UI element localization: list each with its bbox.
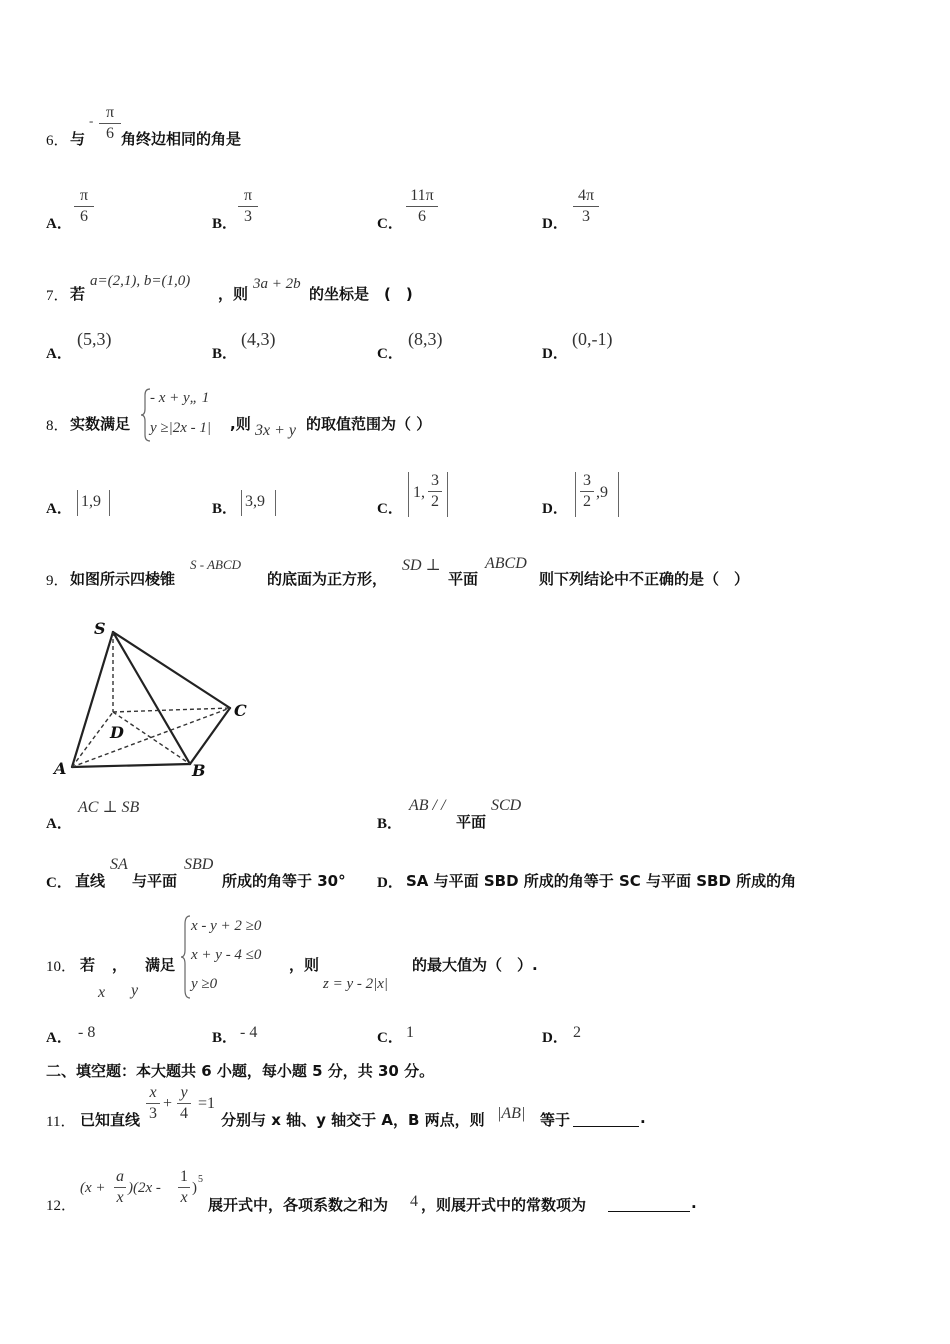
q7-text: 的坐标是 ( ) bbox=[309, 285, 413, 303]
q9-option-c-math-1: SA bbox=[110, 856, 128, 873]
q11-text: 分别与 x 轴、y 轴交于 A，B 两点，则 bbox=[221, 1111, 485, 1129]
q10-text: 的最大值为（ ）. bbox=[412, 956, 538, 974]
q10-option-a-label: A． bbox=[46, 1030, 72, 1046]
q12-factor-2-close: ) bbox=[192, 1180, 197, 1196]
q10-then: ，则 bbox=[289, 956, 320, 974]
q7-option-b-value: (4,3) bbox=[241, 329, 276, 349]
q7-option-a-label: A． bbox=[46, 346, 72, 362]
vertex-label-d: D bbox=[110, 723, 124, 742]
vertex-label-s: S bbox=[94, 619, 106, 638]
q9-option-c-text-1: 直线 bbox=[75, 872, 106, 890]
q6-option-c-value: 11π 6 bbox=[406, 187, 438, 226]
q10-option-b-value: - 4 bbox=[240, 1024, 258, 1041]
edge-ab bbox=[72, 764, 190, 767]
q6-prefix: 与 bbox=[70, 130, 86, 148]
q8-option-a-value: 1,9 bbox=[81, 493, 101, 510]
q10-option-c-value: 1 bbox=[406, 1024, 414, 1041]
q9-option-c-text-3: 所成的角等于 30° bbox=[222, 872, 346, 890]
q7-option-c-value: (8,3) bbox=[408, 329, 443, 349]
q8-text: 的取值范围为（ ） bbox=[306, 415, 432, 433]
q9-text-1: 的底面为正方形， bbox=[267, 570, 388, 588]
q8-option-c-label: C． bbox=[377, 501, 403, 517]
q7-option-d-value: (0,-1) bbox=[572, 329, 613, 349]
q8-expression: 3x + y bbox=[255, 422, 296, 439]
q9-perpendicular: SD ⊥ bbox=[402, 557, 441, 574]
edge-sb bbox=[113, 632, 190, 764]
q11-plus: + bbox=[163, 1095, 173, 1112]
q11-period: . bbox=[640, 1109, 646, 1127]
q11-fraction-x: x 3 bbox=[146, 1084, 160, 1123]
q6-option-a-value: π 6 bbox=[74, 187, 94, 226]
q6-minus: - bbox=[89, 113, 94, 128]
q10-prefix: 若 bbox=[80, 956, 96, 974]
q12-exponent: 5 bbox=[198, 1174, 203, 1185]
q7-prefix: 若 bbox=[70, 285, 86, 303]
q9-option-d-text: SA 与平面 SBD 所成的角等于 SC 与平面 SBD 所成的角 bbox=[406, 872, 797, 890]
q9-pyramid-figure bbox=[50, 612, 260, 784]
q9-option-b-math: AB / / bbox=[409, 797, 446, 814]
q9-option-b-label: B． bbox=[377, 816, 403, 832]
q9-option-a-label: A． bbox=[46, 816, 72, 832]
q7-then: ，则 bbox=[218, 285, 249, 303]
q8-prefix: 实数满足 bbox=[70, 415, 131, 433]
q10-option-d-label: D． bbox=[542, 1030, 568, 1046]
q8-condition-2: y ≥|2x - 1| bbox=[150, 420, 212, 436]
q7-option-a-value: (5,3) bbox=[77, 329, 112, 349]
q10-var-y: y bbox=[131, 982, 139, 999]
q10-var-x: x bbox=[98, 984, 106, 1001]
q9-option-a-value: AC ⊥ SB bbox=[78, 799, 140, 816]
q8-option-b-value: 3,9 bbox=[245, 493, 265, 510]
q11-number: 11． bbox=[46, 1114, 76, 1130]
q11-post: 等于 bbox=[540, 1111, 571, 1129]
vertex-label-c: C bbox=[234, 701, 247, 720]
q8-option-a-label: A． bbox=[46, 501, 72, 517]
q10-option-b-label: B． bbox=[212, 1030, 238, 1046]
q9-option-c-label: C． bbox=[46, 875, 72, 891]
q6-option-b-label: B． bbox=[212, 216, 238, 232]
q12-fraction-1-over-x: 1 x bbox=[180, 1168, 188, 1206]
edge-bc bbox=[190, 708, 230, 764]
q12-fraction-a-over-x: a x bbox=[116, 1168, 124, 1206]
edge-sa bbox=[72, 632, 113, 767]
q8-option-c-fraction: 3 2 bbox=[428, 472, 442, 511]
edge-sc bbox=[113, 632, 230, 708]
q9-option-b-text: 平面 bbox=[456, 813, 487, 831]
q9-number: 9． bbox=[46, 573, 69, 589]
q8-option-d-value: ,9 bbox=[596, 484, 608, 501]
q7-option-b-label: B． bbox=[212, 346, 238, 362]
q12-answer-blank[interactable] bbox=[608, 1195, 690, 1212]
q12-factor-2-open: )(2x - bbox=[128, 1180, 161, 1196]
q6-option-b-value: π 3 bbox=[238, 187, 258, 226]
q7-number: 7． bbox=[46, 288, 69, 304]
q6-option-a-label: A． bbox=[46, 216, 72, 232]
q8-condition-1: - x + y„ 1 bbox=[150, 390, 210, 406]
q10-objective: z = y - 2|x| bbox=[323, 976, 389, 992]
vertex-label-b: B bbox=[192, 761, 206, 780]
q12-text-1: 展开式中，各项系数之和为 bbox=[208, 1196, 389, 1214]
q12-sum-value: 4 bbox=[410, 1193, 418, 1210]
q9-text-2: 平面 bbox=[448, 570, 479, 588]
q7-vectors: a=(2,1), b=(1,0) bbox=[90, 273, 191, 289]
q8-option-d-fraction: 3 2 bbox=[580, 472, 594, 511]
q6-option-c-label: C． bbox=[377, 216, 403, 232]
q10-condition-3: y ≥0 bbox=[191, 976, 218, 992]
q6-fraction: π 6 bbox=[99, 104, 121, 143]
q7-option-d-label: D． bbox=[542, 346, 568, 362]
q7-option-c-label: C． bbox=[377, 346, 403, 362]
q9-solid: S - ABCD bbox=[190, 557, 242, 572]
q6-option-d-value: 4π 3 bbox=[573, 187, 599, 226]
q8-option-c-value: 1, bbox=[413, 484, 425, 501]
q6-option-d-label: D． bbox=[542, 216, 568, 232]
q9-option-c-math-2: SBD bbox=[184, 856, 214, 873]
q10-condition-2: x + y - 4 ≤0 bbox=[191, 947, 262, 963]
q9-option-c-text-2: 与平面 bbox=[132, 872, 178, 890]
q11-fraction-y: y 4 bbox=[177, 1084, 191, 1123]
q10-comma: ， bbox=[112, 956, 128, 974]
q10-satisfy: 满足 bbox=[145, 956, 176, 974]
q9-text-3: 则下列结论中不正确的是（ ） bbox=[539, 570, 750, 588]
q11-equals: =1 bbox=[198, 1095, 216, 1112]
q9-option-d-label: D． bbox=[377, 875, 403, 891]
q11-distance: |AB| bbox=[497, 1105, 526, 1122]
q6-text: 角终边相同的角是 bbox=[121, 130, 242, 148]
vertex-label-a: A bbox=[54, 759, 67, 778]
q10-condition-1: x - y + 2 ≥0 bbox=[191, 918, 262, 934]
q10-option-a-value: - 8 bbox=[78, 1024, 96, 1041]
q7-expression: 3a + 2b bbox=[253, 276, 301, 292]
section-heading-fill-in: 二、填空题：本大题共 6 小题，每小题 5 分，共 30 分。 bbox=[46, 1062, 435, 1080]
q10-option-c-label: C． bbox=[377, 1030, 403, 1046]
q8-then: ,则 bbox=[230, 415, 251, 433]
q11-prefix: 已知直线 bbox=[80, 1111, 141, 1129]
q12-period: . bbox=[691, 1194, 697, 1212]
q8-option-d-label: D． bbox=[542, 501, 568, 517]
q12-number: 12． bbox=[46, 1198, 77, 1214]
q10-number: 10． bbox=[46, 959, 77, 975]
q10-option-d-value: 2 bbox=[573, 1024, 581, 1041]
q6-number: 6． bbox=[46, 133, 69, 149]
q12-factor-1-open: (x + bbox=[80, 1180, 106, 1196]
q8-option-b-label: B． bbox=[212, 501, 238, 517]
q8-number: 8． bbox=[46, 418, 69, 434]
q9-prefix: 如图所示四棱锥 bbox=[70, 570, 176, 588]
edge-dc-hidden bbox=[113, 708, 230, 712]
q11-answer-blank[interactable] bbox=[573, 1110, 639, 1127]
q12-text-2: ，则展开式中的常数项为 bbox=[421, 1196, 587, 1214]
q9-option-b-plane: SCD bbox=[491, 797, 522, 814]
q9-base: ABCD bbox=[485, 555, 527, 572]
